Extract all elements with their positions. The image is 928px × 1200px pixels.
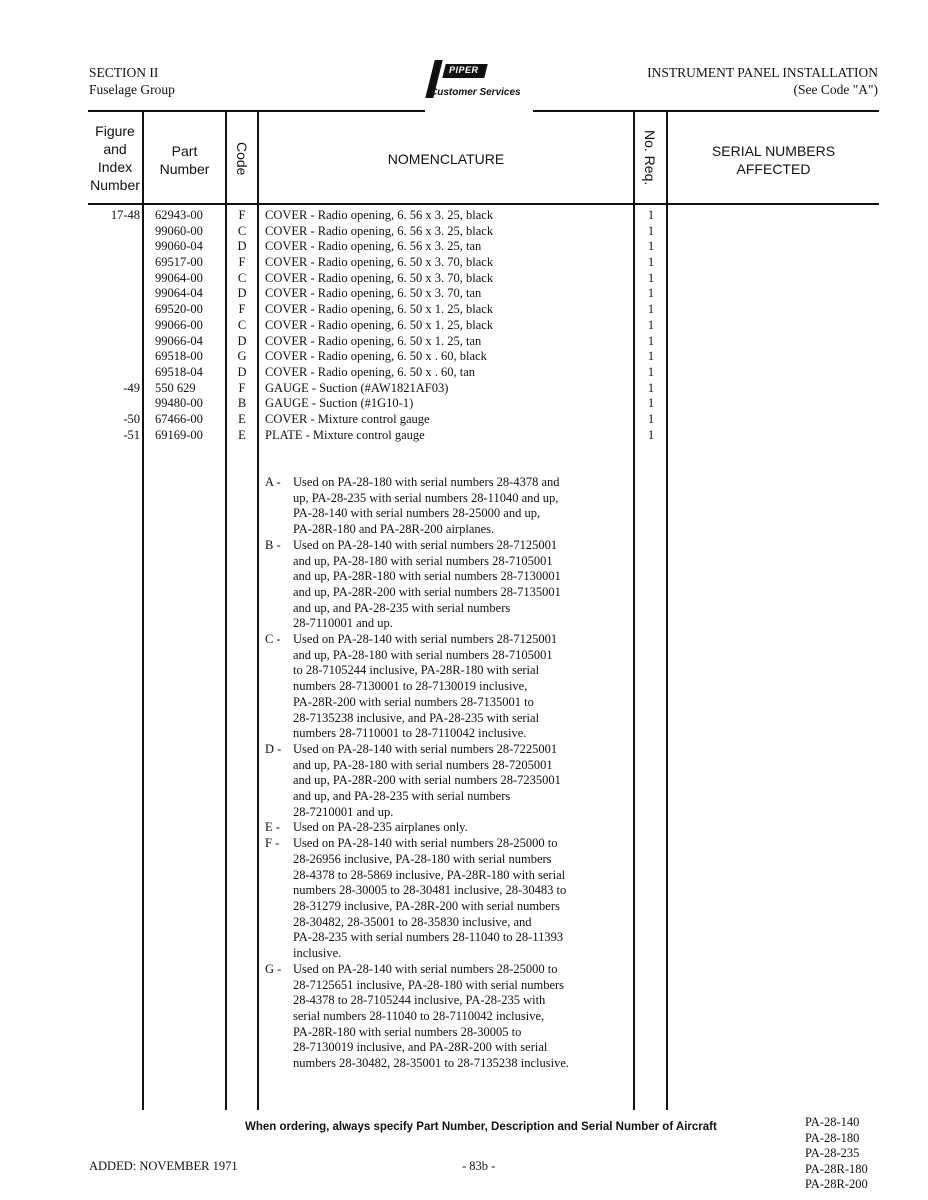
col-part-number: Part Number [159, 143, 210, 177]
table-row-nomenclature: COVER - Radio opening, 6. 50 x 1. 25, black [265, 317, 494, 332]
header-bottom-rule [88, 203, 879, 205]
table-row-nomenclature: COVER - Radio opening, 6. 50 x 1. 25, black [265, 302, 494, 317]
table-row-req: 1 [647, 317, 655, 332]
table-row-nomenclature: GAUGE - Suction (#AW1821AF03) [265, 380, 449, 395]
table-row-index [88, 349, 140, 365]
table-row-nomenclature: COVER - Radio opening, 6. 50 x 1. 25, tan [265, 333, 482, 348]
logo-tagline: Customer Services [430, 87, 521, 98]
table-row-part: 62943-00 [155, 208, 203, 222]
table-row-index [88, 302, 140, 318]
table-row-req: 1 [647, 286, 655, 301]
part-number-column [155, 208, 223, 443]
piper-logo [418, 60, 548, 102]
code-notes [265, 475, 637, 1072]
table-row-part: 550 629 [155, 380, 196, 395]
table-row-nomenclature: COVER - Radio opening, 6. 50 x . 60, tan [265, 364, 476, 379]
table-row-index: -50 [123, 411, 140, 426]
note-b: B - Used on PA-28-140 with serial numbers 28-7125001 and up, PA-28-180 with serial numbers 28-7105001 and up, PA-28R-180 with serial numbers 28-7130001 and up, PA-28R-200 with serial numbers 28-7135001 and up, and PA-28-235 with serial numbers 28-7110001 and up. [265, 537, 561, 631]
table-row-code: C [237, 317, 247, 332]
table-row-part: 69169-00 [155, 427, 203, 442]
column-divider-1 [142, 112, 144, 1110]
header-right [647, 64, 878, 98]
table-row-code: F [238, 208, 246, 222]
table-row-index: 17-48 [110, 208, 140, 222]
table-row-index [88, 271, 140, 287]
table-row-part: 99064-04 [155, 286, 203, 301]
table-row-code: D [237, 286, 247, 301]
column-divider-2 [225, 112, 227, 1110]
note-g: G - Used on PA-28-140 with serial numbers 28-25000 to 28-7125651 inclusive, PA-28-180 with serial numbers 28-4378 to 28-7105244 inclusive, PA-28-235 with serial numbers 28-11040 to 28-7110042 inclusive, PA-28R-180 with serial numbers 28-30005 to 28-7130019 inclusive, and PA-28R-200 with serial numbers 28-30482, 28-35001 to 28-7135238 inclusive. [265, 961, 570, 1071]
model-item: PA-28-235 [805, 1146, 860, 1161]
col-code: Code [234, 142, 250, 176]
table-row-part: 69518-04 [155, 364, 203, 379]
ordering-note: When ordering, always specify Part Number, Description and Serial Number of Aircraft [245, 1121, 717, 1133]
model-item: PA-28R-200 [805, 1177, 868, 1192]
table-row-nomenclature: COVER - Radio opening, 6. 50 x 3. 70, black [265, 270, 494, 285]
table-row-nomenclature: GAUGE - Suction (#1G10-1) [265, 396, 414, 411]
page-title: INSTRUMENT PANEL INSTALLATION [647, 65, 878, 80]
table-row-part: 69520-00 [155, 302, 203, 317]
table-row-code: G [237, 349, 247, 364]
group-label: Fuselage Group [89, 82, 175, 97]
table-row-req: 1 [647, 427, 655, 442]
nomenclature-column [265, 208, 631, 443]
logo-brand: PIPER [449, 65, 479, 75]
top-rule-right [533, 110, 879, 112]
model-item: PA-28R-180 [805, 1161, 868, 1176]
table-row-nomenclature: COVER - Radio opening, 6. 50 x 3. 70, black [265, 255, 494, 270]
table-row-req: 1 [647, 333, 655, 348]
table-row-req: 1 [647, 223, 655, 238]
col-figure-index: Figure and Index Number [90, 123, 140, 193]
note-a: A - Used on PA-28-180 with serial numbers 28-4378 and up, PA-28-235 with serial numbers 28-11040 and up, PA-28-140 with serial numbers 28-25000 and up, PA-28R-180 and PA-28R-200 airplanes. [265, 475, 560, 537]
table-row-code: E [238, 427, 246, 442]
table-row-part: 99060-00 [155, 223, 203, 238]
table-row-index: -49 [123, 380, 140, 395]
table-row-index [88, 286, 140, 302]
table-row-part: 99066-04 [155, 333, 203, 348]
table-row-part: 99480-00 [155, 396, 203, 411]
table-row-index [88, 318, 140, 334]
table-row-code: F [238, 255, 246, 270]
table-row-nomenclature: COVER - Radio opening, 6. 56 x 3. 25, tan [265, 239, 482, 254]
note-c: C - Used on PA-28-140 with serial numbers 28-7125001 and up, PA-28-180 with serial numbers 28-7105001 to 28-7105244 inclusive, PA-28R-180 with serial numbers 28-7130001 to 28-7130019 inclusive, PA-28R-200 with serial numbers 28-7135001 to 28-7135238 inclusive, and PA-28-235 with serial numbers 28-7110001 to 28-7110042 inclusive. [265, 632, 558, 741]
table-row-nomenclature: PLATE - Mixture control gauge [265, 427, 425, 442]
req-column [636, 208, 666, 443]
table-row-req: 1 [647, 380, 655, 395]
table-row-nomenclature: COVER - Radio opening, 6. 56 x 3. 25, black [265, 208, 494, 222]
note-f: F - Used on PA-28-140 with serial numbers 28-25000 to 28-26956 inclusive, PA-28-180 with serial numbers 28-4378 to 28-5869 inclusive, PA-28R-180 with serial numbers 28-30005 to 28-30481 inclusive, 28-30483 to 28-31279 inclusive, PA-28R-200 with serial numbers 28-30482, 28-35001 to 28-35830 inclusive, and PA-28-235 with serial numbers 28-11040 to 28-11393 inclusive. [265, 836, 567, 961]
page-subtitle: (See Code "A") [793, 82, 878, 97]
table-row-nomenclature: COVER - Radio opening, 6. 50 x . 60, black [265, 349, 487, 364]
table-row-index [88, 365, 140, 381]
table-row-index: -51 [123, 427, 140, 442]
table-row-part: 99066-00 [155, 317, 203, 332]
table-row-code: C [237, 270, 247, 285]
column-divider-3 [257, 112, 259, 1110]
table-row-code: F [238, 380, 246, 395]
table-row-part: 99064-00 [155, 270, 203, 285]
note-d: D - Used on PA-28-140 with serial numbers 28-7225001 and up, PA-28-180 with serial numbers 28-7205001 and up, PA-28R-200 with serial numbers 28-7235001 and up, and PA-28-235 with serial numbers 28-7210001 and up. [265, 741, 561, 819]
table-row-code: B [237, 396, 247, 411]
table-row-part: 99060-04 [155, 239, 203, 254]
header-left [89, 64, 175, 98]
table-row-req: 1 [647, 349, 655, 364]
table-row-req: 1 [647, 396, 655, 411]
note-e: E - Used on PA-28-235 airplanes only. [265, 820, 468, 835]
col-no-req: No. Req. [642, 130, 658, 186]
table-row-nomenclature: COVER - Radio opening, 6. 56 x 3. 25, black [265, 223, 494, 238]
table-row-req: 1 [647, 270, 655, 285]
table-row-index [88, 255, 140, 271]
table-row-req: 1 [647, 255, 655, 270]
table-row-part: 69517-00 [155, 255, 203, 270]
table-row-index [88, 224, 140, 240]
table-row-index [88, 396, 140, 412]
index-column [88, 208, 140, 443]
table-row-req: 1 [647, 364, 655, 379]
model-item: PA-28-140 [805, 1115, 860, 1129]
table-row-code: D [237, 333, 247, 348]
table-row-nomenclature: COVER - Mixture control gauge [265, 411, 430, 426]
model-item: PA-28-180 [805, 1130, 860, 1145]
column-divider-5 [666, 112, 668, 1110]
page-number: - 83b - [462, 1159, 496, 1173]
table-row-part: 67466-00 [155, 411, 203, 426]
table-row-code: E [238, 411, 246, 426]
table-row-index [88, 334, 140, 350]
table-row-code: D [237, 239, 247, 254]
table-row-req: 1 [647, 302, 655, 317]
table-row-code: D [237, 364, 247, 379]
table-row-req: 1 [647, 411, 655, 426]
table-row-req: 1 [647, 239, 655, 254]
col-serial-numbers: SERIAL NUMBERS AFFECTED [711, 143, 836, 177]
table-row-req: 1 [647, 208, 655, 222]
table-row-index [88, 239, 140, 255]
added-date: ADDED: NOVEMBER 1971 [89, 1159, 238, 1173]
table-row-nomenclature: COVER - Radio opening, 6. 50 x 3. 70, tan [265, 286, 482, 301]
table-row-code: C [237, 223, 247, 238]
section-label: SECTION II [89, 65, 159, 80]
code-column [228, 208, 256, 443]
table-row-part: 69518-00 [155, 349, 203, 364]
table-row-code: F [238, 302, 246, 317]
model-list [805, 1115, 868, 1193]
col-nomenclature: NOMENCLATURE [387, 151, 505, 167]
